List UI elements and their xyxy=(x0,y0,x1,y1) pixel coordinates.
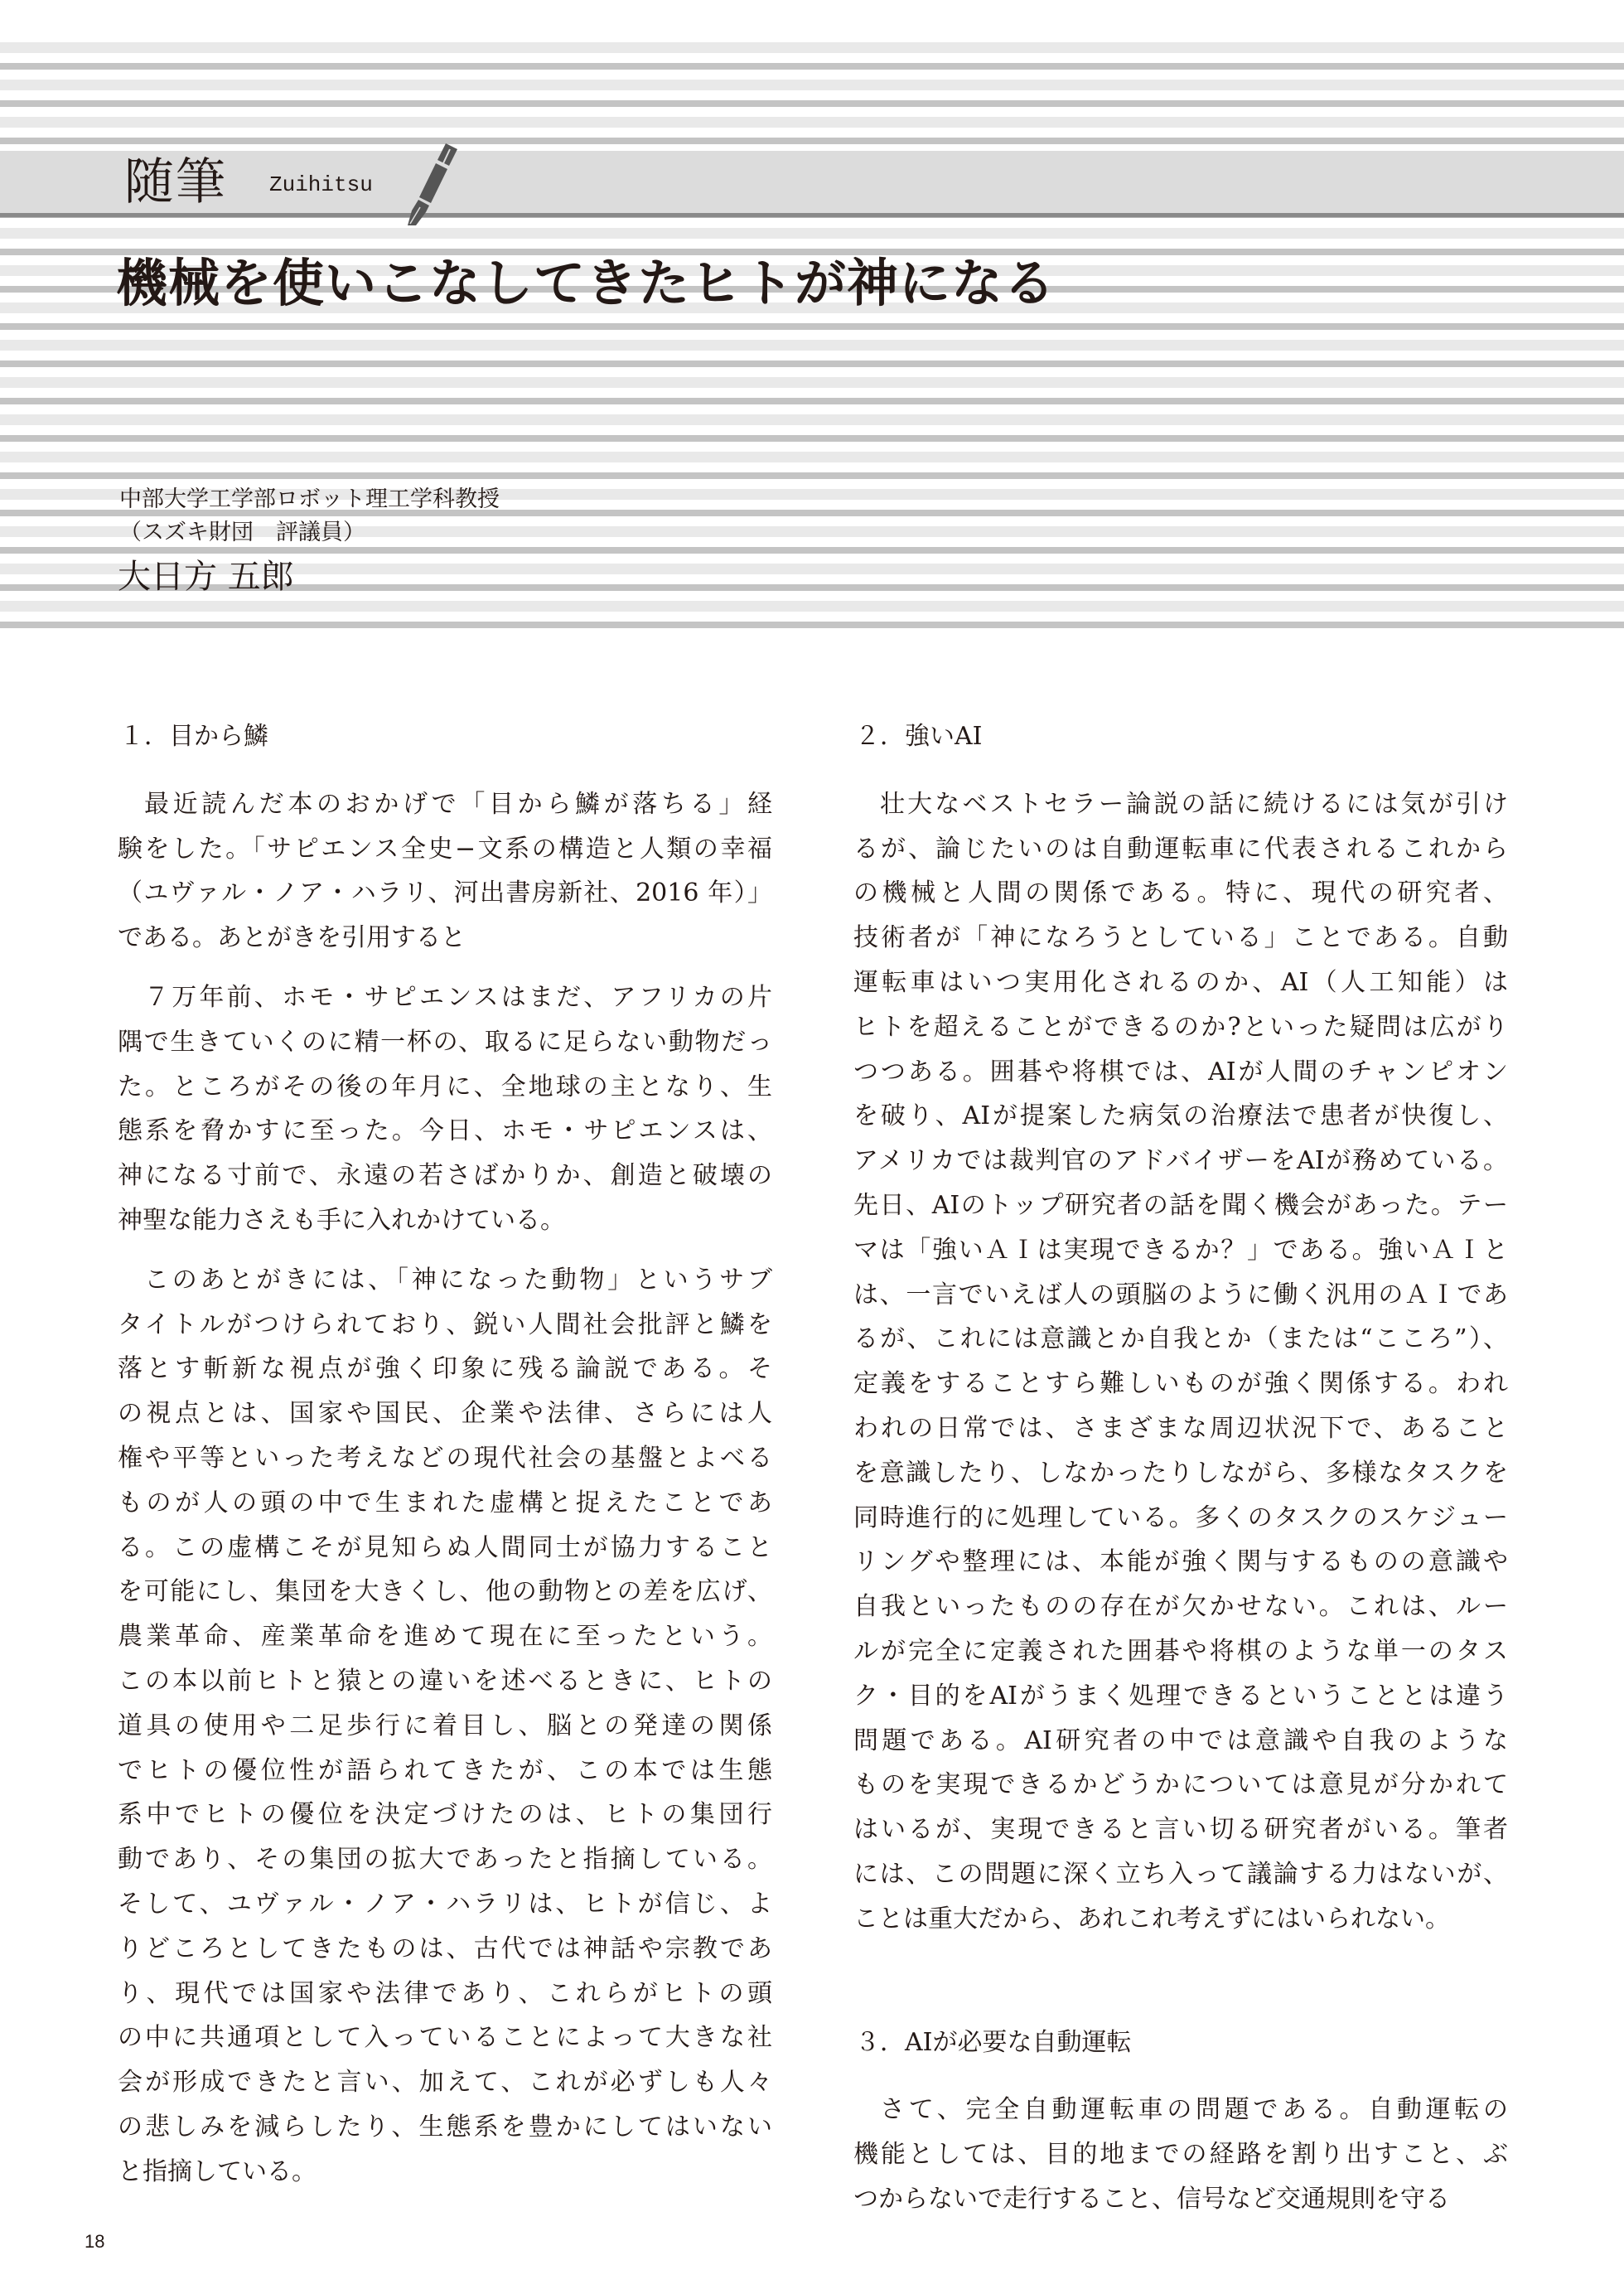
text-line: さて、完全自動運転車の問題である。自動運転の xyxy=(880,2095,1508,2125)
text-line: ク・目的をAIがうまく処理できるということとは違う xyxy=(853,1681,1508,1711)
text-line: と指摘している。 xyxy=(118,2156,317,2186)
text-line: の機械と人間の関係である。特に、現代の研究者、 xyxy=(853,878,1508,908)
text-line: 系中でヒトの優位を決定づけたのは、ヒトの集団行 xyxy=(118,1800,772,1830)
paragraph xyxy=(853,2088,1508,2221)
paragraph xyxy=(118,782,772,961)
text-line: 験をした。「サピエンス全史−文系の構造と人類の幸福 xyxy=(118,834,772,864)
author-affiliation: 中部大学工学部ロボット理工学科教授 xyxy=(119,486,500,512)
section-heading: ２．強いAI xyxy=(855,722,983,751)
section-spacer xyxy=(853,1957,1508,2021)
text-line: ものを実現できるかどうかについては意見が分かれて xyxy=(853,1770,1508,1800)
text-line: ７万年前、ホモ・サピエンスはまだ、アフリカの片 xyxy=(144,982,772,1012)
section-label-roman: Zuihitsu xyxy=(269,172,373,197)
paragraph xyxy=(118,1258,772,2195)
text-line: ものが人の頭の中で生まれた虚構と捉えたことであ xyxy=(118,1488,772,1517)
text-line: 動であり、その集団の拡大であったと指摘している。 xyxy=(118,1845,772,1875)
decorative-stripes-top xyxy=(0,42,1624,145)
text-line: リングや整理には、本能が強く関与するものの意識や xyxy=(853,1547,1508,1577)
text-line: るが、論じたいのは自動運転車に代表されるこれから xyxy=(853,834,1508,864)
text-line: 農業革命、産業革命を進めて現在に至ったという。 xyxy=(118,1622,772,1652)
text-line: 神聖な能力さえも手に入れかけている。 xyxy=(118,1205,565,1235)
text-line: である。あとがきを引用すると xyxy=(118,923,466,953)
text-line: 技術者が「神になろうとしている」ことである。自動 xyxy=(853,923,1508,953)
text-line: 問題である。AI研究者の中では意識や自我のような xyxy=(853,1725,1508,1755)
text-line: りどころとしてきたものは、古代では神話や宗教であ xyxy=(118,1933,772,1963)
fountain-pen-icon xyxy=(398,141,464,228)
text-line: 会が形成できたと言い、加えて、これが必ずしも人々 xyxy=(118,2068,772,2098)
section-heading: １．目から鱗 xyxy=(119,722,268,751)
page-number: 18 xyxy=(85,2231,105,2252)
text-line: われの日常では、さまざまな周辺状況下で、あること xyxy=(853,1413,1508,1443)
text-line: を破り、AIが提案した病気の治療法で患者が快復し、 xyxy=(853,1101,1508,1131)
section-header-rule xyxy=(0,213,1624,218)
text-line: を意識したり、しなかったりしながら、多様なタスクを xyxy=(853,1458,1508,1488)
text-line: でヒトの優位性が語られてきたが、この本では生態 xyxy=(118,1755,772,1785)
text-line: 最近読んだ本のおかげで「目から鱗が落ちる」経 xyxy=(144,789,772,819)
text-line: た。ところがその後の年月に、全地球の主となり、生 xyxy=(118,1072,772,1101)
text-line: を可能にし、集団を大きくし、他の動物との差を広げ、 xyxy=(118,1577,772,1607)
paragraph xyxy=(118,975,772,1243)
text-line: には、この問題に深く立ち入って議論する力はないが、 xyxy=(853,1859,1508,1889)
text-line: の中に共通項として入っていることによって大きな社 xyxy=(118,2023,772,2053)
article-title: 機械を使いこなしてきたヒトが神になる xyxy=(116,253,1056,313)
text-line: アメリカでは裁判官のアドバイザーをAIが務めている。 xyxy=(853,1146,1508,1176)
paragraph xyxy=(853,782,1508,1942)
text-line: るが、これには意識とか自我とか（または“こころ”）、 xyxy=(853,1324,1508,1354)
section-label-kanji: 随筆 xyxy=(124,153,227,211)
text-line: 同時進行的に処理している。多くのタスクのスケジュー xyxy=(853,1503,1508,1532)
text-line: 落とす斬新な視点が強く印象に残る論説である。そ xyxy=(118,1354,772,1384)
text-line: ヒトを超えることができるのか?といった疑問は広がり xyxy=(853,1012,1508,1042)
text-line: ことは重大だから、あれこれ考えずにはいられない。 xyxy=(853,1904,1450,1933)
column-left xyxy=(118,714,772,2209)
text-line: 壮大なベストセラー論説の話に続けるには気が引け xyxy=(880,789,1508,819)
text-line: （ユヴァル・ノア・ハラリ、河出書房新社、2016 年）」 xyxy=(118,878,772,908)
text-line: 道具の使用や二足歩行に着目し、脳との発達の関係 xyxy=(118,1711,772,1740)
text-line: つからないで走行すること、信号など交通規則を守る xyxy=(853,2184,1450,2214)
section-heading: ３．AIが必要な自動運転 xyxy=(855,2027,1132,2057)
text-line: る。この虚構こそが見知らぬ人間同士が協力すること xyxy=(118,1532,772,1562)
text-line: 先日、AIのトップ研究者の話を聞く機会があった。テー xyxy=(853,1190,1508,1220)
text-line: この本以前ヒトと猿との違いを述べるときに、ヒトの xyxy=(118,1666,772,1696)
section-header-band xyxy=(0,151,1624,213)
column-right xyxy=(853,714,1508,2237)
text-line: ルが完全に定義された囲碁や将棋のような単一のタス xyxy=(853,1636,1508,1666)
text-line: タイトルがつけられており、鋭い人間社会批評と鱗を xyxy=(118,1309,772,1339)
text-line: 態系を脅かすに至った。今日、ホモ・サピエンスは、 xyxy=(118,1116,772,1146)
text-line: 運転車はいつ実用化されるのか、AI（人工知能）は xyxy=(853,967,1508,997)
text-line: このあとがきには、「神になった動物」というサブ xyxy=(144,1265,772,1295)
text-line: の悲しみを減らしたり、生態系を豊かにしてはいない xyxy=(118,2112,772,2142)
text-line: り、現代では国家や法律であり、これらがヒトの頭 xyxy=(118,1978,772,2008)
text-line: 自我といったものの存在が欠かせない。これは、ルー xyxy=(853,1592,1508,1622)
text-line: つつある。囲碁や将棋では、AIが人間のチャンピオン xyxy=(853,1057,1508,1087)
text-line: 隅で生きていくのに精一杯の、取るに足らない動物だっ xyxy=(118,1027,772,1057)
author-role: （スズキ財団 評議員） xyxy=(119,520,365,545)
text-line: マは「強いＡＩは実現できるか？」である。強いＡＩと xyxy=(853,1235,1508,1265)
text-line: 権や平等といった考えなどの現代社会の基盤とよべる xyxy=(118,1443,772,1473)
author-name: 大日方 五郎 xyxy=(118,558,294,596)
text-line: そして、ユヴァル・ノア・ハラリは、ヒトが信じ、よ xyxy=(118,1889,772,1919)
text-line: はいるが、実現できると言い切る研究者がいる。筆者 xyxy=(853,1815,1508,1845)
text-line: は、一言でいえば人の頭脳のように働く汎用のＡＩであ xyxy=(853,1280,1508,1309)
text-line: 機能としては、目的地までの経路を割り出すこと、ぶ xyxy=(853,2140,1508,2170)
text-line: の視点とは、国家や国民、企業や法律、さらには人 xyxy=(118,1399,772,1429)
text-line: 定義をすることすら難しいものが強く関係する。われ xyxy=(853,1369,1508,1399)
text-line: 神になる寸前で、永遠の若さばかりか、創造と破壊の xyxy=(118,1161,772,1191)
